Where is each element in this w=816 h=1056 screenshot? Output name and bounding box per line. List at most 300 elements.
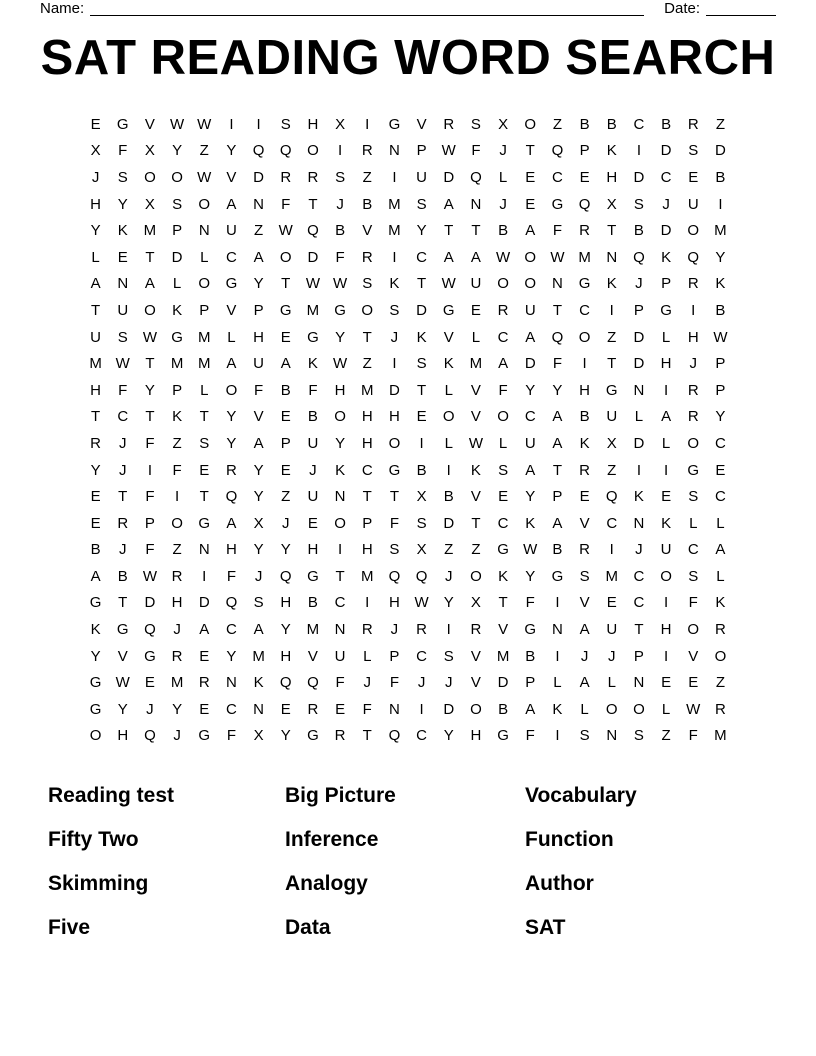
grid-letter: G (334, 301, 346, 319)
grid-letter: Q (144, 621, 156, 639)
grid-letter: B (606, 115, 617, 133)
grid-letter: F (525, 727, 535, 745)
grid-letter: A (144, 275, 155, 293)
grid-letter: F (308, 381, 318, 399)
grid-letter: I (147, 461, 152, 479)
grid-letter: G (605, 381, 618, 399)
grid-letter: A (525, 700, 536, 718)
grid-letter: N (388, 700, 400, 718)
grid-letter: Z (172, 434, 182, 452)
grid-letter: Y (253, 488, 264, 506)
grid-letter: B (633, 222, 644, 240)
grid-letter: K (606, 275, 617, 293)
grid-letter: T (444, 222, 454, 240)
grid-letter: G (307, 328, 319, 346)
grid-letter: I (174, 488, 180, 506)
grid-letter: M (170, 355, 184, 373)
grid-letter: R (687, 381, 699, 399)
grid-letter: H (470, 727, 482, 745)
grid-letter: C (660, 168, 672, 186)
grid-letter: L (200, 248, 209, 266)
grid-letter: N (388, 142, 400, 160)
grid-letter: M (578, 248, 591, 266)
word-list-item: Skimming (48, 872, 149, 895)
grid-letter: E (470, 301, 481, 319)
grid-letter: O (470, 700, 482, 718)
grid-letter: X (144, 195, 155, 213)
grid-letter: C (225, 248, 237, 266)
grid-letter: P (389, 647, 400, 665)
grid-letter: B (362, 195, 373, 213)
grid-letter: J (309, 461, 317, 479)
grid-letter: N (253, 195, 264, 213)
grid-letter: F (552, 222, 562, 240)
grid-letter: W (142, 567, 157, 585)
grid-letter: Q (252, 142, 265, 160)
grid-letter: T (199, 408, 209, 426)
grid-letter: F (145, 488, 155, 506)
grid-letter: X (606, 434, 617, 452)
grid-letter: O (361, 301, 374, 319)
grid-letter: M (170, 674, 184, 692)
grid-letter: Y (117, 700, 128, 718)
grid-letter: X (470, 594, 481, 612)
grid-letter: S (335, 168, 346, 186)
grid-letter: M (605, 567, 618, 585)
grid-letter: Y (715, 408, 726, 426)
grid-letter: T (362, 328, 372, 346)
grid-letter: L (91, 248, 100, 266)
grid-letter: C (579, 301, 590, 319)
grid-letter: A (525, 461, 536, 479)
grid-letter: I (337, 541, 343, 559)
grid-letter: H (660, 621, 672, 639)
grid-letter: H (280, 647, 292, 665)
grid-letter: I (718, 195, 723, 213)
grid-letter: K (117, 222, 128, 240)
grid-letter: K (633, 488, 644, 506)
grid-letter: A (443, 248, 454, 266)
grid-letter: L (607, 674, 616, 692)
grid-letter: K (172, 408, 183, 426)
word-list-column (525, 774, 765, 950)
grid-letter: V (117, 647, 128, 665)
grid-letter: L (716, 567, 725, 585)
grid-letter: M (197, 355, 211, 373)
grid-letter: L (498, 434, 508, 452)
grid-letter: Y (335, 328, 346, 346)
grid-letter: Q (687, 248, 700, 266)
grid-letter: J (607, 647, 616, 665)
grid-letter: G (89, 594, 102, 612)
grid-letter: L (661, 328, 671, 346)
grid-letter: W (414, 594, 429, 612)
grid-letter: D (633, 355, 645, 373)
grid-letter: Y (280, 727, 291, 745)
grid-letter: I (663, 647, 669, 665)
grid-letter: L (172, 275, 182, 293)
grid-letter: Y (172, 142, 183, 160)
grid-letter: V (498, 621, 509, 639)
grid-letter: E (117, 248, 128, 266)
grid-letter: N (551, 621, 563, 639)
grid-letter: G (687, 461, 700, 479)
grid-letter: U (225, 222, 237, 240)
grid-letter: J (336, 195, 344, 213)
grid-letter: W (523, 541, 538, 559)
grid-letter: I (337, 142, 343, 160)
grid-letter: N (633, 381, 645, 399)
grid-letter: K (90, 621, 101, 639)
grid-letter: Z (607, 461, 617, 479)
grid-letter: P (633, 301, 644, 319)
grid-letter: F (281, 195, 291, 213)
grid-letter: D (660, 142, 672, 160)
grid-letter: X (144, 142, 155, 160)
grid-letter: F (118, 381, 128, 399)
grid-letter: S (470, 115, 481, 133)
grid-letter: H (334, 381, 346, 399)
word-list-item: Fifty Two (48, 828, 139, 851)
grid-letter: I (636, 461, 641, 479)
grid-letter: J (444, 567, 453, 585)
grid-letter: C (416, 727, 427, 745)
grid-letter: M (360, 567, 374, 585)
grid-letter: H (225, 541, 237, 559)
grid-letter: J (91, 168, 100, 186)
grid-letter: G (144, 647, 156, 665)
grid-letter: S (362, 275, 373, 293)
grid-letter: U (117, 301, 129, 319)
grid-letter: S (443, 647, 454, 665)
grid-letter: W (197, 168, 212, 186)
grid-letter: Y (280, 541, 291, 559)
grid-letter: C (225, 700, 237, 718)
grid-letter: K (172, 301, 183, 319)
word-list-item: Big Picture (285, 784, 396, 807)
grid-letter: M (388, 222, 401, 240)
grid-letter: D (497, 674, 509, 692)
grid-letter: W (197, 115, 212, 133)
grid-letter: G (442, 301, 455, 319)
grid-letter: R (334, 727, 346, 745)
grid-letter: Y (715, 248, 726, 266)
grid-letter: E (199, 647, 210, 665)
grid-letter: O (660, 567, 672, 585)
grid-letter: S (416, 514, 427, 532)
grid-letter: P (362, 514, 373, 532)
grid-letter: R (687, 275, 699, 293)
grid-letter: W (713, 328, 728, 346)
grid-letter: S (633, 727, 644, 745)
grid-letter: P (715, 381, 726, 399)
grid-letter: Y (416, 222, 427, 240)
grid-letter: A (253, 434, 264, 452)
grid-letter: J (390, 621, 399, 639)
grid-letter: J (635, 541, 643, 559)
grid-letter: R (171, 567, 183, 585)
name-label: Name: (40, 0, 85, 17)
grid-letter: F (362, 700, 372, 718)
grid-letter: F (172, 461, 182, 479)
grid-letter: J (118, 434, 127, 452)
grid-letter: I (446, 621, 451, 639)
grid-letter: P (525, 674, 536, 692)
grid-letter: V (362, 222, 373, 240)
grid-letter: T (416, 275, 427, 293)
word-list-item: Analogy (285, 872, 368, 895)
grid-letter: A (552, 408, 563, 426)
grid-letter: Q (415, 567, 428, 585)
grid-letter: J (173, 727, 181, 745)
grid-letter: T (335, 567, 345, 585)
grid-letter: V (253, 408, 264, 426)
grid-letter: L (444, 434, 453, 452)
grid-letter: B (498, 700, 509, 718)
grid-letter: H (307, 115, 319, 133)
grid-letter: W (115, 355, 130, 373)
grid-letter: D (443, 514, 455, 532)
grid-letter: R (90, 434, 101, 452)
grid-letter: S (199, 434, 210, 452)
grid-letter: F (145, 434, 155, 452)
grid-letter: H (660, 355, 672, 373)
grid-letter: N (334, 488, 346, 506)
grid-letter: X (416, 541, 427, 559)
grid-letter: R (361, 621, 373, 639)
grid-letter: H (117, 727, 129, 745)
grid-letter: I (609, 541, 614, 559)
grid-letter: Z (444, 541, 454, 559)
grid-letter: F (525, 594, 535, 612)
grid-letter: V (579, 514, 590, 532)
grid-letter: A (498, 355, 509, 373)
grid-letter: S (117, 328, 128, 346)
grid-letter: U (416, 168, 427, 186)
grid-letter: N (198, 222, 210, 240)
name-date-row (40, 0, 776, 18)
grid-letter: M (143, 222, 157, 240)
grid-letter: T (607, 222, 617, 240)
grid-letter: K (470, 461, 481, 479)
grid-letter: T (471, 222, 481, 240)
grid-letter: Q (307, 222, 319, 240)
grid-letter: S (253, 594, 264, 612)
grid-letter: Q (279, 142, 292, 160)
grid-letter: F (389, 514, 399, 532)
grid-letter: W (332, 355, 348, 373)
grid-letter: O (144, 168, 156, 186)
grid-letter: B (416, 461, 427, 479)
grid-letter: U (687, 195, 699, 213)
grid-letter: M (306, 621, 320, 639)
grid-letter: B (498, 222, 509, 240)
grid-letter: R (497, 301, 509, 319)
grid-letter: Q (551, 142, 564, 160)
grid-letter: Y (525, 381, 536, 399)
grid-letter: D (253, 168, 264, 186)
grid-letter: O (524, 275, 537, 293)
grid-letter: O (470, 567, 482, 585)
grid-letter: I (392, 355, 397, 373)
grid-letter: D (388, 381, 400, 399)
grid-letter: M (89, 355, 102, 373)
grid-letter: Z (199, 142, 209, 160)
grid-letter: J (580, 647, 589, 665)
grid-letter: R (687, 115, 699, 133)
grid-letter: O (388, 434, 401, 452)
grid-letter: A (253, 621, 264, 639)
grid-letter: T (145, 408, 155, 426)
grid-letter: B (117, 567, 128, 585)
grid-letter: E (335, 700, 346, 718)
grid-letter: F (471, 142, 481, 160)
grid-letter: X (253, 727, 264, 745)
grid-letter: Z (253, 222, 264, 240)
grid-letter: A (552, 434, 563, 452)
grid-letter: G (89, 700, 102, 718)
grid-letter: B (525, 647, 536, 665)
grid-letter: L (634, 408, 644, 426)
grid-letter: G (578, 275, 591, 293)
grid-letter: R (687, 408, 699, 426)
grid-letter: I (392, 168, 397, 186)
grid-letter: O (687, 222, 700, 240)
grid-letter: A (525, 222, 536, 240)
grid-letter: Q (279, 567, 292, 585)
grid-letter: O (497, 275, 509, 293)
grid-letter: Y (443, 727, 454, 745)
grid-letter: I (365, 594, 370, 612)
grid-letter: A (661, 408, 672, 426)
grid-letter: V (144, 115, 155, 133)
grid-letter: V (470, 408, 481, 426)
word-list-column (48, 774, 285, 950)
grid-letter: C (714, 434, 726, 452)
grid-letter: O (334, 408, 346, 426)
grid-letter: O (198, 195, 211, 213)
grid-letter: J (118, 461, 127, 479)
grid-letter: B (715, 168, 726, 186)
grid-letter: M (197, 328, 211, 346)
grid-letter: A (715, 541, 726, 559)
grid-letter: Z (607, 328, 617, 346)
grid-letter: O (334, 514, 346, 532)
grid-letter: Y (90, 222, 101, 240)
grid-letter: M (252, 647, 265, 665)
grid-letter: B (307, 594, 318, 612)
grid-letter: E (661, 488, 672, 506)
grid-letter: C (416, 248, 427, 266)
grid-letter: G (524, 621, 537, 639)
grid-letter: O (89, 727, 102, 745)
grid-letter: Q (279, 674, 292, 692)
grid-letter: Y (226, 142, 237, 160)
grid-letter: I (419, 700, 424, 718)
grid-letter: X (416, 488, 427, 506)
grid-letter: Z (471, 541, 481, 559)
grid-letter: E (199, 461, 210, 479)
grid-letter: W (332, 275, 348, 293)
grid-letter: R (579, 222, 590, 240)
grid-letter: N (606, 727, 618, 745)
grid-letter: Z (661, 727, 671, 745)
grid-letter: C (225, 621, 237, 639)
grid-letter: Y (552, 381, 563, 399)
grid-letter: I (365, 115, 370, 133)
grid-letter: K (416, 328, 427, 346)
grid-letter: L (661, 700, 671, 718)
grid-letter: B (307, 408, 318, 426)
grid-letter: H (90, 381, 101, 399)
grid-letter: Q (470, 168, 482, 186)
grid-letter: N (253, 700, 264, 718)
grid-letter: R (198, 674, 210, 692)
grid-letter: H (280, 594, 292, 612)
grid-letter: D (524, 355, 536, 373)
grid-letter: O (714, 647, 727, 665)
grid-letter: C (633, 567, 645, 585)
grid-letter: Q (605, 488, 618, 506)
grid-letter: Y (443, 594, 454, 612)
grid-letter: T (552, 301, 562, 319)
grid-letter: M (714, 727, 727, 745)
grid-letter: O (524, 248, 537, 266)
grid-letter: S (633, 195, 644, 213)
name-blank-line (90, 2, 644, 16)
grid-letter: J (444, 674, 453, 692)
grid-letter: R (307, 168, 319, 186)
grid-letter: U (524, 301, 536, 319)
grid-letter: K (606, 142, 617, 160)
grid-letter: J (146, 700, 154, 718)
grid-letter: K (525, 514, 536, 532)
grid-letter: G (116, 621, 129, 639)
grid-letter: J (254, 567, 263, 585)
grid-letter: E (688, 168, 699, 186)
grid-letter: V (470, 381, 481, 399)
grid-letter: C (497, 328, 509, 346)
grid-letter: T (634, 621, 644, 639)
grid-letter: W (495, 248, 511, 266)
grid-letter: K (335, 461, 346, 479)
grid-letter: N (606, 248, 618, 266)
grid-letter: O (524, 115, 537, 133)
grid-letter: Z (715, 115, 725, 133)
grid-letter: P (172, 222, 183, 240)
grid-letter: S (688, 567, 699, 585)
grid-letter: S (498, 461, 509, 479)
grid-letter: K (307, 355, 318, 373)
grid-letter: Z (281, 488, 291, 506)
grid-letter: W (686, 700, 701, 718)
word-search-grid (82, 111, 734, 749)
grid-letter: D (633, 328, 645, 346)
grid-letter: C (551, 168, 563, 186)
grid-letter: B (715, 301, 726, 319)
grid-letter: G (497, 541, 509, 559)
grid-letter: C (633, 115, 645, 133)
grid-letter: H (579, 381, 590, 399)
grid-letter: C (117, 408, 129, 426)
grid-letter: N (633, 514, 645, 532)
grid-letter: I (663, 594, 669, 612)
grid-letter: E (579, 168, 590, 186)
grid-letter: J (363, 674, 371, 692)
grid-letter: J (499, 142, 507, 160)
grid-letter: U (606, 408, 618, 426)
grid-letter: K (661, 514, 672, 532)
